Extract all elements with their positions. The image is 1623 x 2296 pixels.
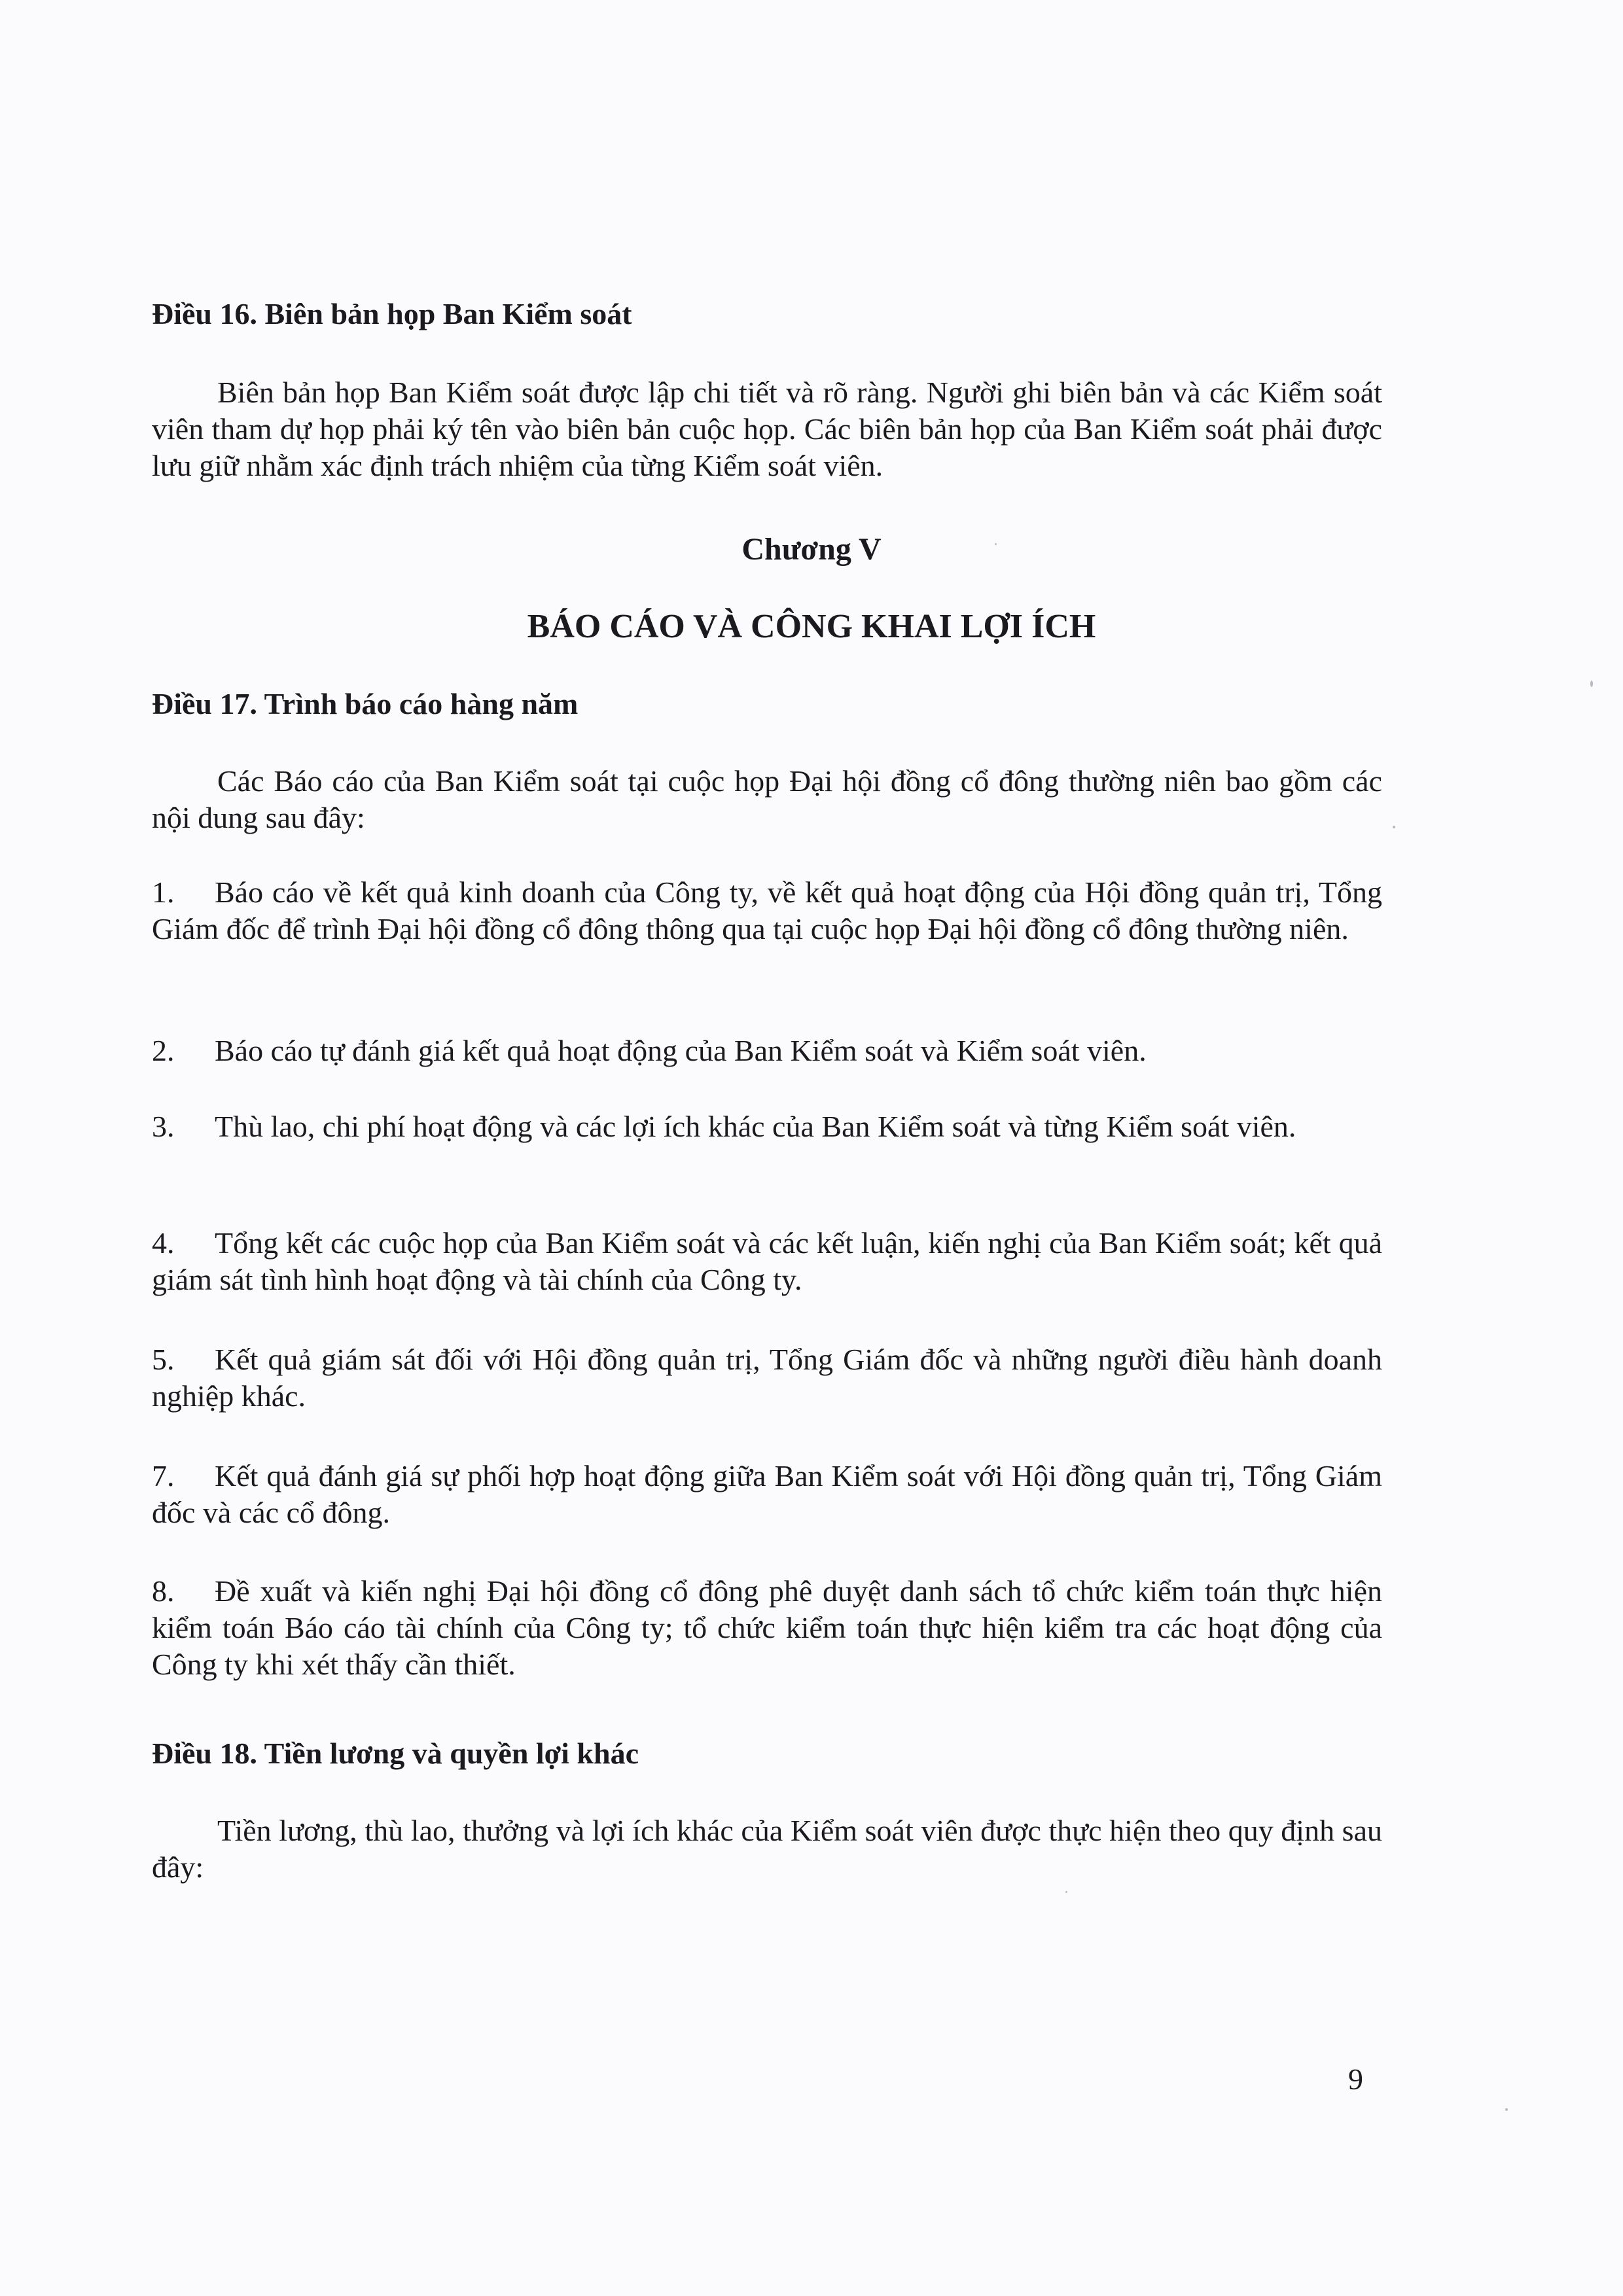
list-item-number: 3. — [152, 1110, 175, 1143]
list-item — [152, 874, 1382, 947]
scan-speck — [1590, 680, 1593, 687]
list-item-text: Kết quả đánh giá sự phối hợp hoạt động giữa Ban Kiểm soát với Hội đồng quản trị, Tổng Giám đốc và các cổ đông. — [152, 1459, 1382, 1529]
list-item-text: Kết quả giám sát đối với Hội đồng quản trị, Tổng Giám đốc và những người điều hành doanh nghiệp khác. — [152, 1343, 1382, 1413]
list-item-text: Báo cáo tự đánh giá kết quả hoạt động của Ban Kiểm soát và Kiểm soát viên. — [215, 1034, 1147, 1067]
list-item-number: 1. — [152, 875, 175, 909]
list-item-number: 8. — [152, 1574, 175, 1608]
chapter-title: BÁO CÁO VÀ CÔNG KHAI LỢI ÍCH — [527, 608, 1096, 645]
list-item-text: Báo cáo về kết quả kinh doanh của Công ty, về kết quả hoạt động của Hội đồng quản trị, Tổng Giám đốc để trình Đại hội đồng cổ đông thông qua tại cuộc họp Đại hội đồng cổ đông thường niên. — [152, 875, 1382, 945]
scan-speck — [1393, 826, 1395, 828]
list-item-text: Thù lao, chi phí hoạt động và các lợi ích khác của Ban Kiểm soát và từng Kiểm soát viên. — [215, 1110, 1296, 1143]
article-17-heading: Điều 17. Trình báo cáo hàng năm — [152, 687, 579, 720]
list-item-text: Đề xuất và kiến nghị Đại hội đồng cổ đông phê duyệt danh sách tổ chức kiểm toán thực hiện kiểm toán Báo cáo tài chính của Công ty; tổ chức kiểm toán thực hiện kiểm tra các hoạt động của Công ty khi xét thấy cần thiết. — [152, 1574, 1382, 1681]
list-item — [152, 1458, 1382, 1531]
list-item — [152, 1341, 1382, 1415]
list-item-number: 2. — [152, 1034, 175, 1067]
chapter-number: Chương V — [741, 532, 882, 567]
article-16-body: Biên bản họp Ban Kiểm soát được lập chi tiết và rõ ràng. Người ghi biên bản và các Kiểm soát viên tham dự họp phải ký tên vào biên bản cuộc họp. Các biên bản họp của Ban Kiểm soát phải được lưu giữ nhằm xác định trách nhiệm của từng Kiểm soát viên. — [152, 376, 1382, 482]
article-16-heading: Điều 16. Biên bản họp Ban Kiểm soát — [152, 297, 632, 330]
list-item — [152, 1033, 1382, 1069]
page-number: 9 — [1348, 2062, 1363, 2096]
list-item — [152, 1225, 1382, 1298]
article-18-body: Tiền lương, thù lao, thưởng và lợi ích khác của Kiểm soát viên được thực hiện theo quy định sau đây: — [152, 1814, 1382, 1884]
scan-speck — [995, 543, 997, 545]
list-item-number: 4. — [152, 1226, 175, 1260]
list-item-text: Tổng kết các cuộc họp của Ban Kiểm soát và các kết luận, kiến nghị của Ban Kiểm soát; kết quả giám sát tình hình hoạt động và tài chính của Công ty. — [152, 1226, 1382, 1296]
scan-speck — [1065, 1891, 1067, 1893]
article-18-heading: Điều 18. Tiền lương và quyền lợi khác — [152, 1737, 639, 1770]
list-item — [152, 1108, 1382, 1145]
article-17-intro: Các Báo cáo của Ban Kiểm soát tại cuộc họp Đại hội đồng cổ đông thường niên bao gồm các nội dung sau đây: — [152, 764, 1382, 834]
scan-speck — [1505, 2108, 1508, 2111]
list-item — [152, 1573, 1382, 1683]
list-item-number: 5. — [152, 1343, 175, 1376]
list-item-number: 7. — [152, 1459, 175, 1492]
